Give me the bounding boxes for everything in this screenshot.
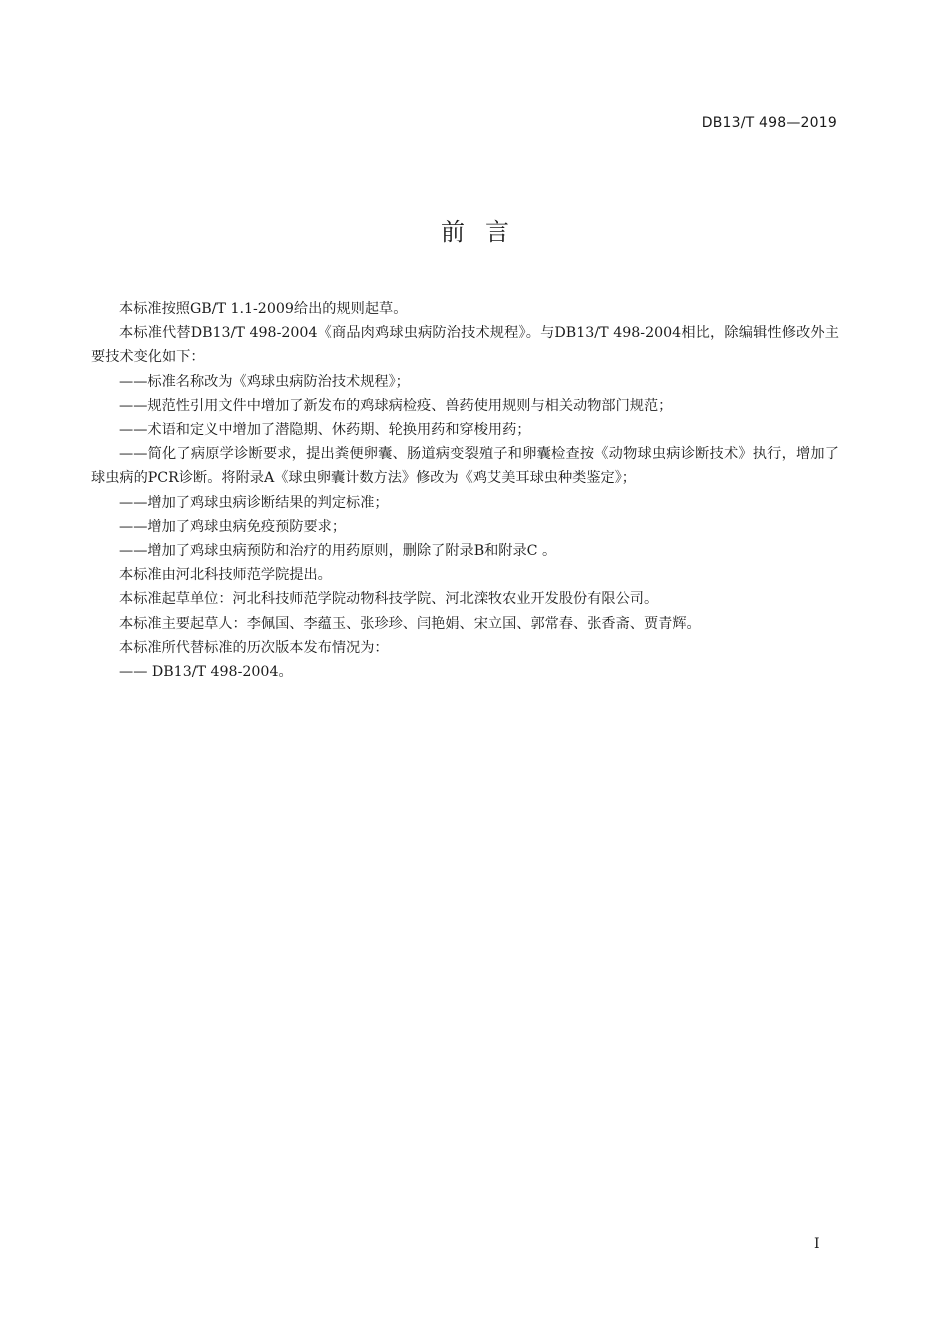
version-history-item: —— DB13/T 498-2004。 [119,664,293,681]
change-item-references: ——规范性引用文件中增加了新发布的鸡球病检疫、兽药使用规则与相关动物部门规范； [119,397,673,414]
page-title: 前言 [441,218,529,246]
change-item-medication: ——增加了鸡球虫病预防和治疗的用药原则，删除了附录B和附录C 。 [119,543,557,560]
page-number: I [814,1236,820,1252]
foreword-body [91,297,839,684]
paragraph-replacement: 本标准代替DB13/T 498-2004《商品肉鸡球虫病防治技术规程》。与DB13/T 498-2004相比，除编辑性修改外主要技术变化如下： [91,325,839,366]
paragraph-version-history: 本标准所代替标准的历次版本发布情况为： [119,639,389,656]
change-item-diagnosis: ——简化了病原学诊断要求，提出粪便卵囊、肠道病变裂殖子和卵囊检查按《动物球虫病诊断技术》执行，增加了球虫病的PCR诊断。将附录A《球虫卵囊计数方法》修改为《鸡艾美耳球虫种类鉴定》； [91,446,839,487]
paragraph-drafters: 本标准主要起草人：李佩国、李蕴玉、张珍珍、闫艳娟、宋立国、郭常春、张香斋、贾青辉。 [119,615,701,632]
change-item-judgement: ——增加了鸡球虫病诊断结果的判定标准； [119,494,389,511]
paragraph-drafting-units: 本标准起草单位：河北科技师范学院动物科技学院、河北滦牧农业开发股份有限公司。 [119,591,659,608]
change-item-immunization: ——增加了鸡球虫病免疫预防要求； [119,518,347,535]
paragraph-proposer: 本标准由河北科技师范学院提出。 [119,567,332,584]
paragraph-drafting-rules: 本标准按照GB/T 1.1-2009给出的规则起草。 [119,301,408,317]
change-item-title: ——标准名称改为《鸡球虫病防治技术规程》； [119,373,410,390]
change-item-terms: ——术语和定义中增加了潜隐期、休药期、轮换用药和穿梭用药； [119,422,531,439]
document-code-header: DB13/T 498—2019 [701,115,837,131]
